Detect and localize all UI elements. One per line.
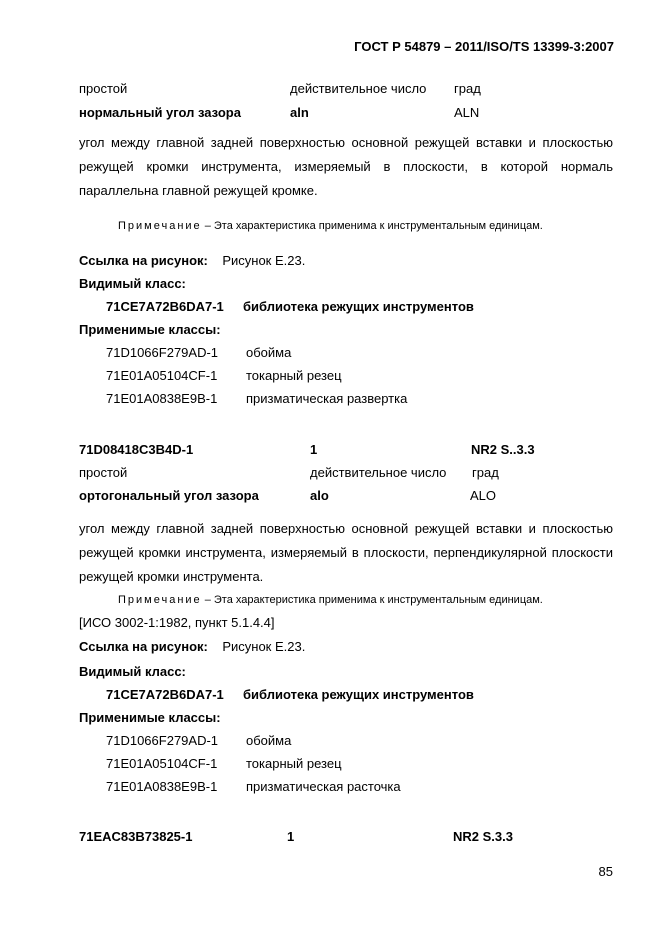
- applicable-class-name: токарный резец: [246, 368, 342, 383]
- property-name: нормальный угол зазора: [79, 105, 241, 120]
- visible-class-label: Видимый класс:: [79, 276, 186, 291]
- figure-reference: [79, 253, 305, 269]
- class-identifier: 71EAC83B73825-1: [79, 829, 193, 844]
- note: [118, 592, 543, 608]
- definition-text: угол между главной задней поверхностью основной режущей вставки и плоскостью режущей кромки инструмента, измеряемый в плоскости, перпендикулярной плоскости режущей кромки инструмента.: [79, 521, 613, 584]
- applicable-class-code: 71D1066F279AD-1: [106, 733, 219, 748]
- standard-reference: [ИСО 3002-1:1982, пункт 5.1.4.4]: [79, 615, 275, 630]
- figure-reference-label: Ссылка на рисунок:: [79, 253, 208, 268]
- version-number: 1: [287, 829, 295, 844]
- visible-class-name: библиотека режущих инструментов: [243, 299, 474, 314]
- property-code: ALN: [454, 105, 480, 120]
- applicable-class-name: токарный резец: [246, 756, 342, 771]
- figure-reference-value: Рисунок Е.23.: [222, 253, 306, 268]
- source-reference: NR2 S.3.3: [453, 829, 513, 844]
- unit-label: град: [454, 81, 481, 96]
- applicable-class-name: обойма: [246, 345, 292, 360]
- applicable-classes-label: Применимые классы:: [79, 322, 221, 337]
- visible-class-label: Видимый класс:: [79, 664, 186, 679]
- datatype-label: простой: [79, 81, 128, 96]
- applicable-classes-label: Применимые классы:: [79, 710, 221, 725]
- note: [118, 218, 543, 234]
- document-header: ГОСТ Р 54879 – 2011/ISO/TS 13399-3:2007: [354, 39, 614, 54]
- applicable-class-name: призматическая расточка: [246, 779, 401, 794]
- figure-reference-label: Ссылка на рисунок:: [79, 639, 208, 654]
- applicable-class-code: 71E01A05104CF-1: [106, 368, 218, 383]
- source-reference: NR2 S..3.3: [471, 442, 535, 457]
- applicable-class-name: обойма: [246, 733, 292, 748]
- visible-class-name: библиотека режущих инструментов: [243, 687, 474, 702]
- value-type-label: действительное число: [310, 465, 447, 480]
- page-number: 85: [598, 864, 613, 879]
- applicable-class-code: 71D1066F279AD-1: [106, 345, 219, 360]
- version-number: 1: [310, 442, 318, 457]
- visible-class-code: 71CE7A72B6DA7-1: [106, 687, 224, 702]
- definition-text: угол между главной задней поверхностью основной режущей вставки и плоскостью режущей кромки инструмента, измеряемый в плоскости, в которой нормаль параллельна главной режущей кромке.: [79, 135, 613, 198]
- applicable-class-code: 71E01A0838E9B-1: [106, 779, 218, 794]
- note-label: Примечание: [118, 594, 202, 606]
- figure-reference: [79, 639, 305, 655]
- visible-class-code: 71CE7A72B6DA7-1: [106, 299, 224, 314]
- property-symbol: alo: [310, 488, 329, 503]
- class-identifier: 71D08418C3B4D-1: [79, 442, 194, 457]
- note-text: – Эта характеристика применима к инструментальным единицам.: [201, 594, 543, 606]
- property-name: ортогональный угол зазора: [79, 488, 259, 503]
- applicable-class-name: призматическая развертка: [246, 391, 408, 406]
- figure-reference-value: Рисунок Е.23.: [222, 639, 306, 654]
- property-code: ALO: [470, 488, 497, 503]
- applicable-class-code: 71E01A05104CF-1: [106, 756, 218, 771]
- note-text: – Эта характеристика применима к инструментальным единицам.: [201, 220, 543, 232]
- unit-label: град: [472, 465, 499, 480]
- datatype-label: простой: [79, 465, 128, 480]
- applicable-class-code: 71E01A0838E9B-1: [106, 391, 218, 406]
- property-symbol: aln: [290, 105, 309, 120]
- note-label: Примечание: [118, 220, 202, 232]
- value-type-label: действительное число: [290, 81, 427, 96]
